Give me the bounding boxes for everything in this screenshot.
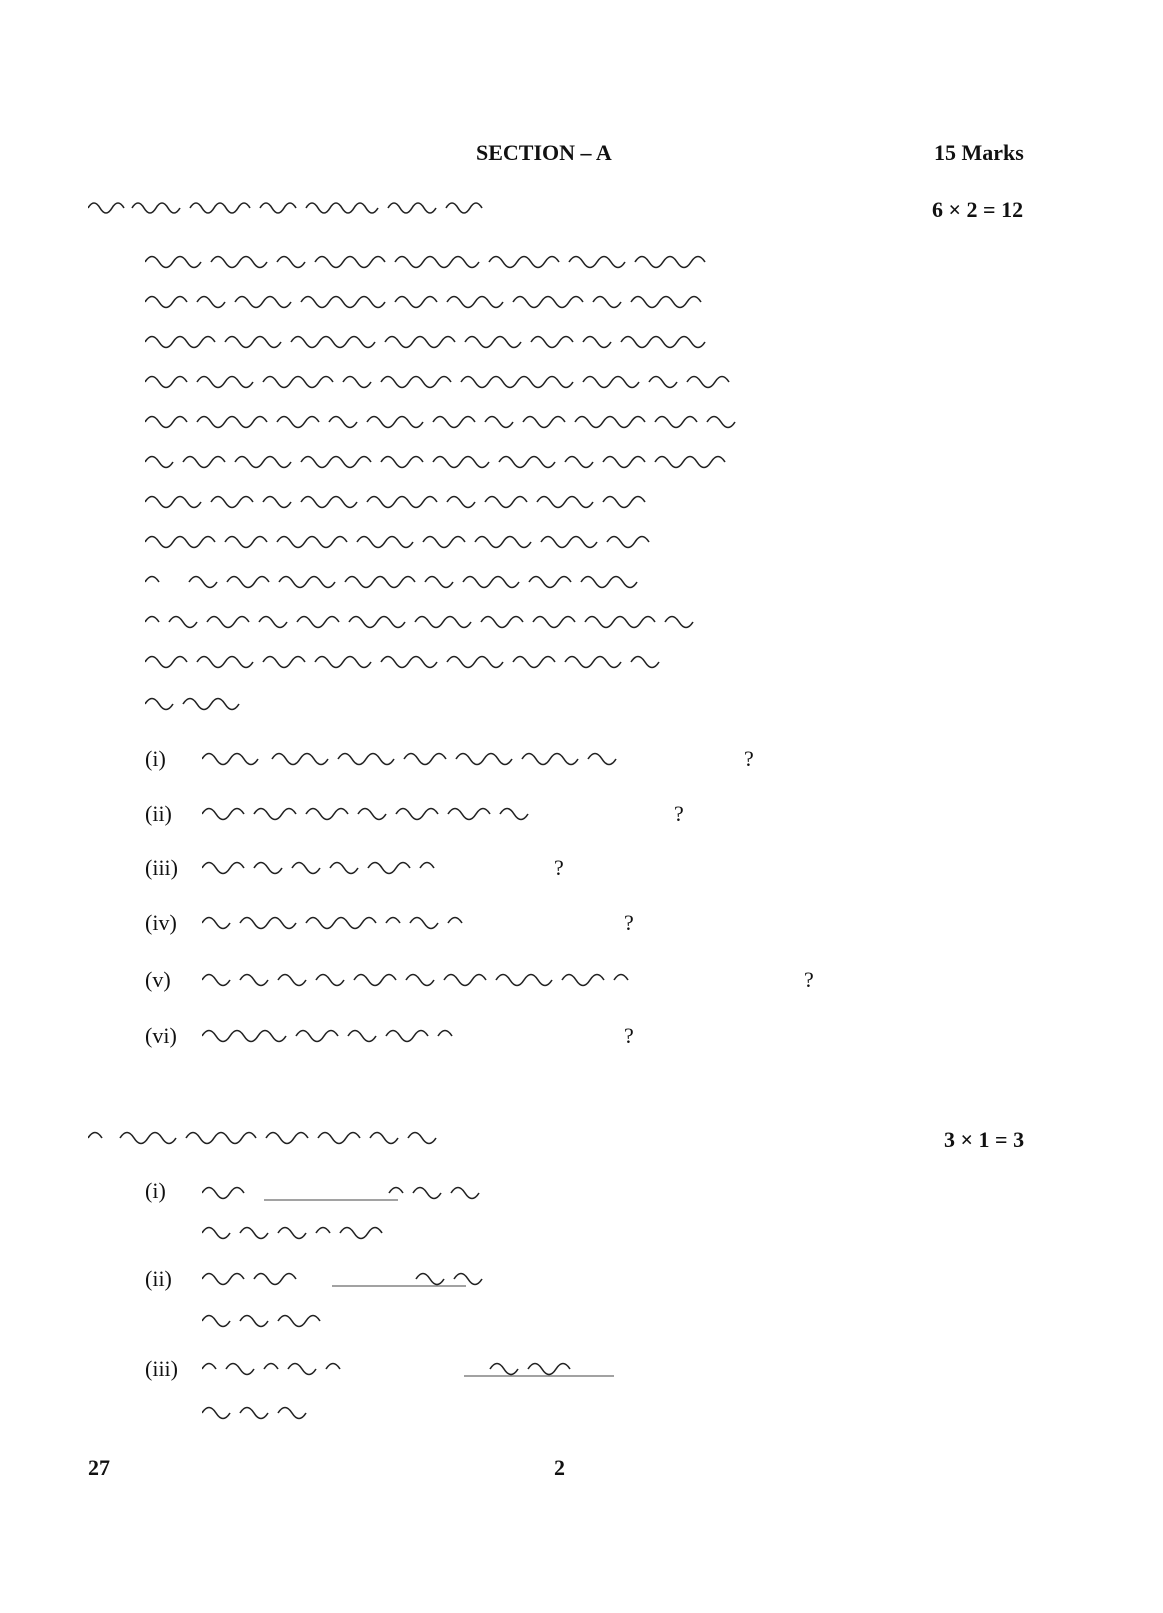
passage-line	[145, 647, 975, 673]
q2-instruction-script	[88, 1123, 628, 1149]
passage-line	[145, 567, 975, 593]
passage-line	[145, 367, 975, 393]
q1-item-label: (i)	[145, 746, 166, 771]
passage-line	[145, 607, 975, 633]
passage-line	[145, 689, 285, 715]
q2-item-script	[202, 1354, 762, 1380]
passage-line	[145, 287, 975, 313]
q1-item-suffix: ?	[744, 746, 754, 771]
q2-item-label: (i)	[145, 1178, 166, 1203]
q1-item-suffix: ?	[804, 967, 814, 992]
q2-item-script	[202, 1178, 562, 1204]
passage-line	[145, 327, 975, 353]
q1-item-suffix: ?	[554, 855, 564, 880]
q2-item-options	[202, 1306, 422, 1332]
passage-line	[145, 447, 975, 473]
q1-item-label: (vi)	[145, 1023, 177, 1048]
q1-item-script	[202, 1021, 622, 1047]
footer-code: 27	[88, 1455, 110, 1480]
q1-instruction-script	[88, 192, 538, 218]
passage-line	[145, 527, 975, 553]
q2-item-label: (ii)	[145, 1266, 172, 1291]
q1-item-suffix: ?	[624, 1023, 634, 1048]
passage-line	[145, 407, 975, 433]
q1-item-label: (iv)	[145, 910, 177, 935]
q2-item-script	[202, 1264, 562, 1290]
passage-line	[145, 247, 975, 273]
passage-line	[145, 487, 975, 513]
q2-item-label: (iii)	[145, 1356, 178, 1381]
section-title: SECTION – A	[476, 140, 612, 165]
page-number: 2	[554, 1455, 565, 1480]
q2-marks: 3 × 1 = 3	[944, 1127, 1025, 1152]
q1-item-label: (iii)	[145, 855, 178, 880]
q1-marks: 6 × 2 = 12	[932, 197, 1024, 222]
q2-item-options	[202, 1398, 402, 1424]
q1-item-script	[202, 853, 542, 879]
q1-item-script	[202, 744, 742, 770]
q1-item-suffix: ?	[624, 910, 634, 935]
q1-item-script	[202, 799, 672, 825]
q1-item-label: (ii)	[145, 801, 172, 826]
q2-item-options	[202, 1218, 542, 1244]
q1-item-script	[202, 965, 802, 991]
q1-item-suffix: ?	[674, 801, 684, 826]
section-marks: 15 Marks	[934, 140, 1024, 165]
q1-item-label: (v)	[145, 967, 171, 992]
q1-item-script	[202, 908, 622, 934]
